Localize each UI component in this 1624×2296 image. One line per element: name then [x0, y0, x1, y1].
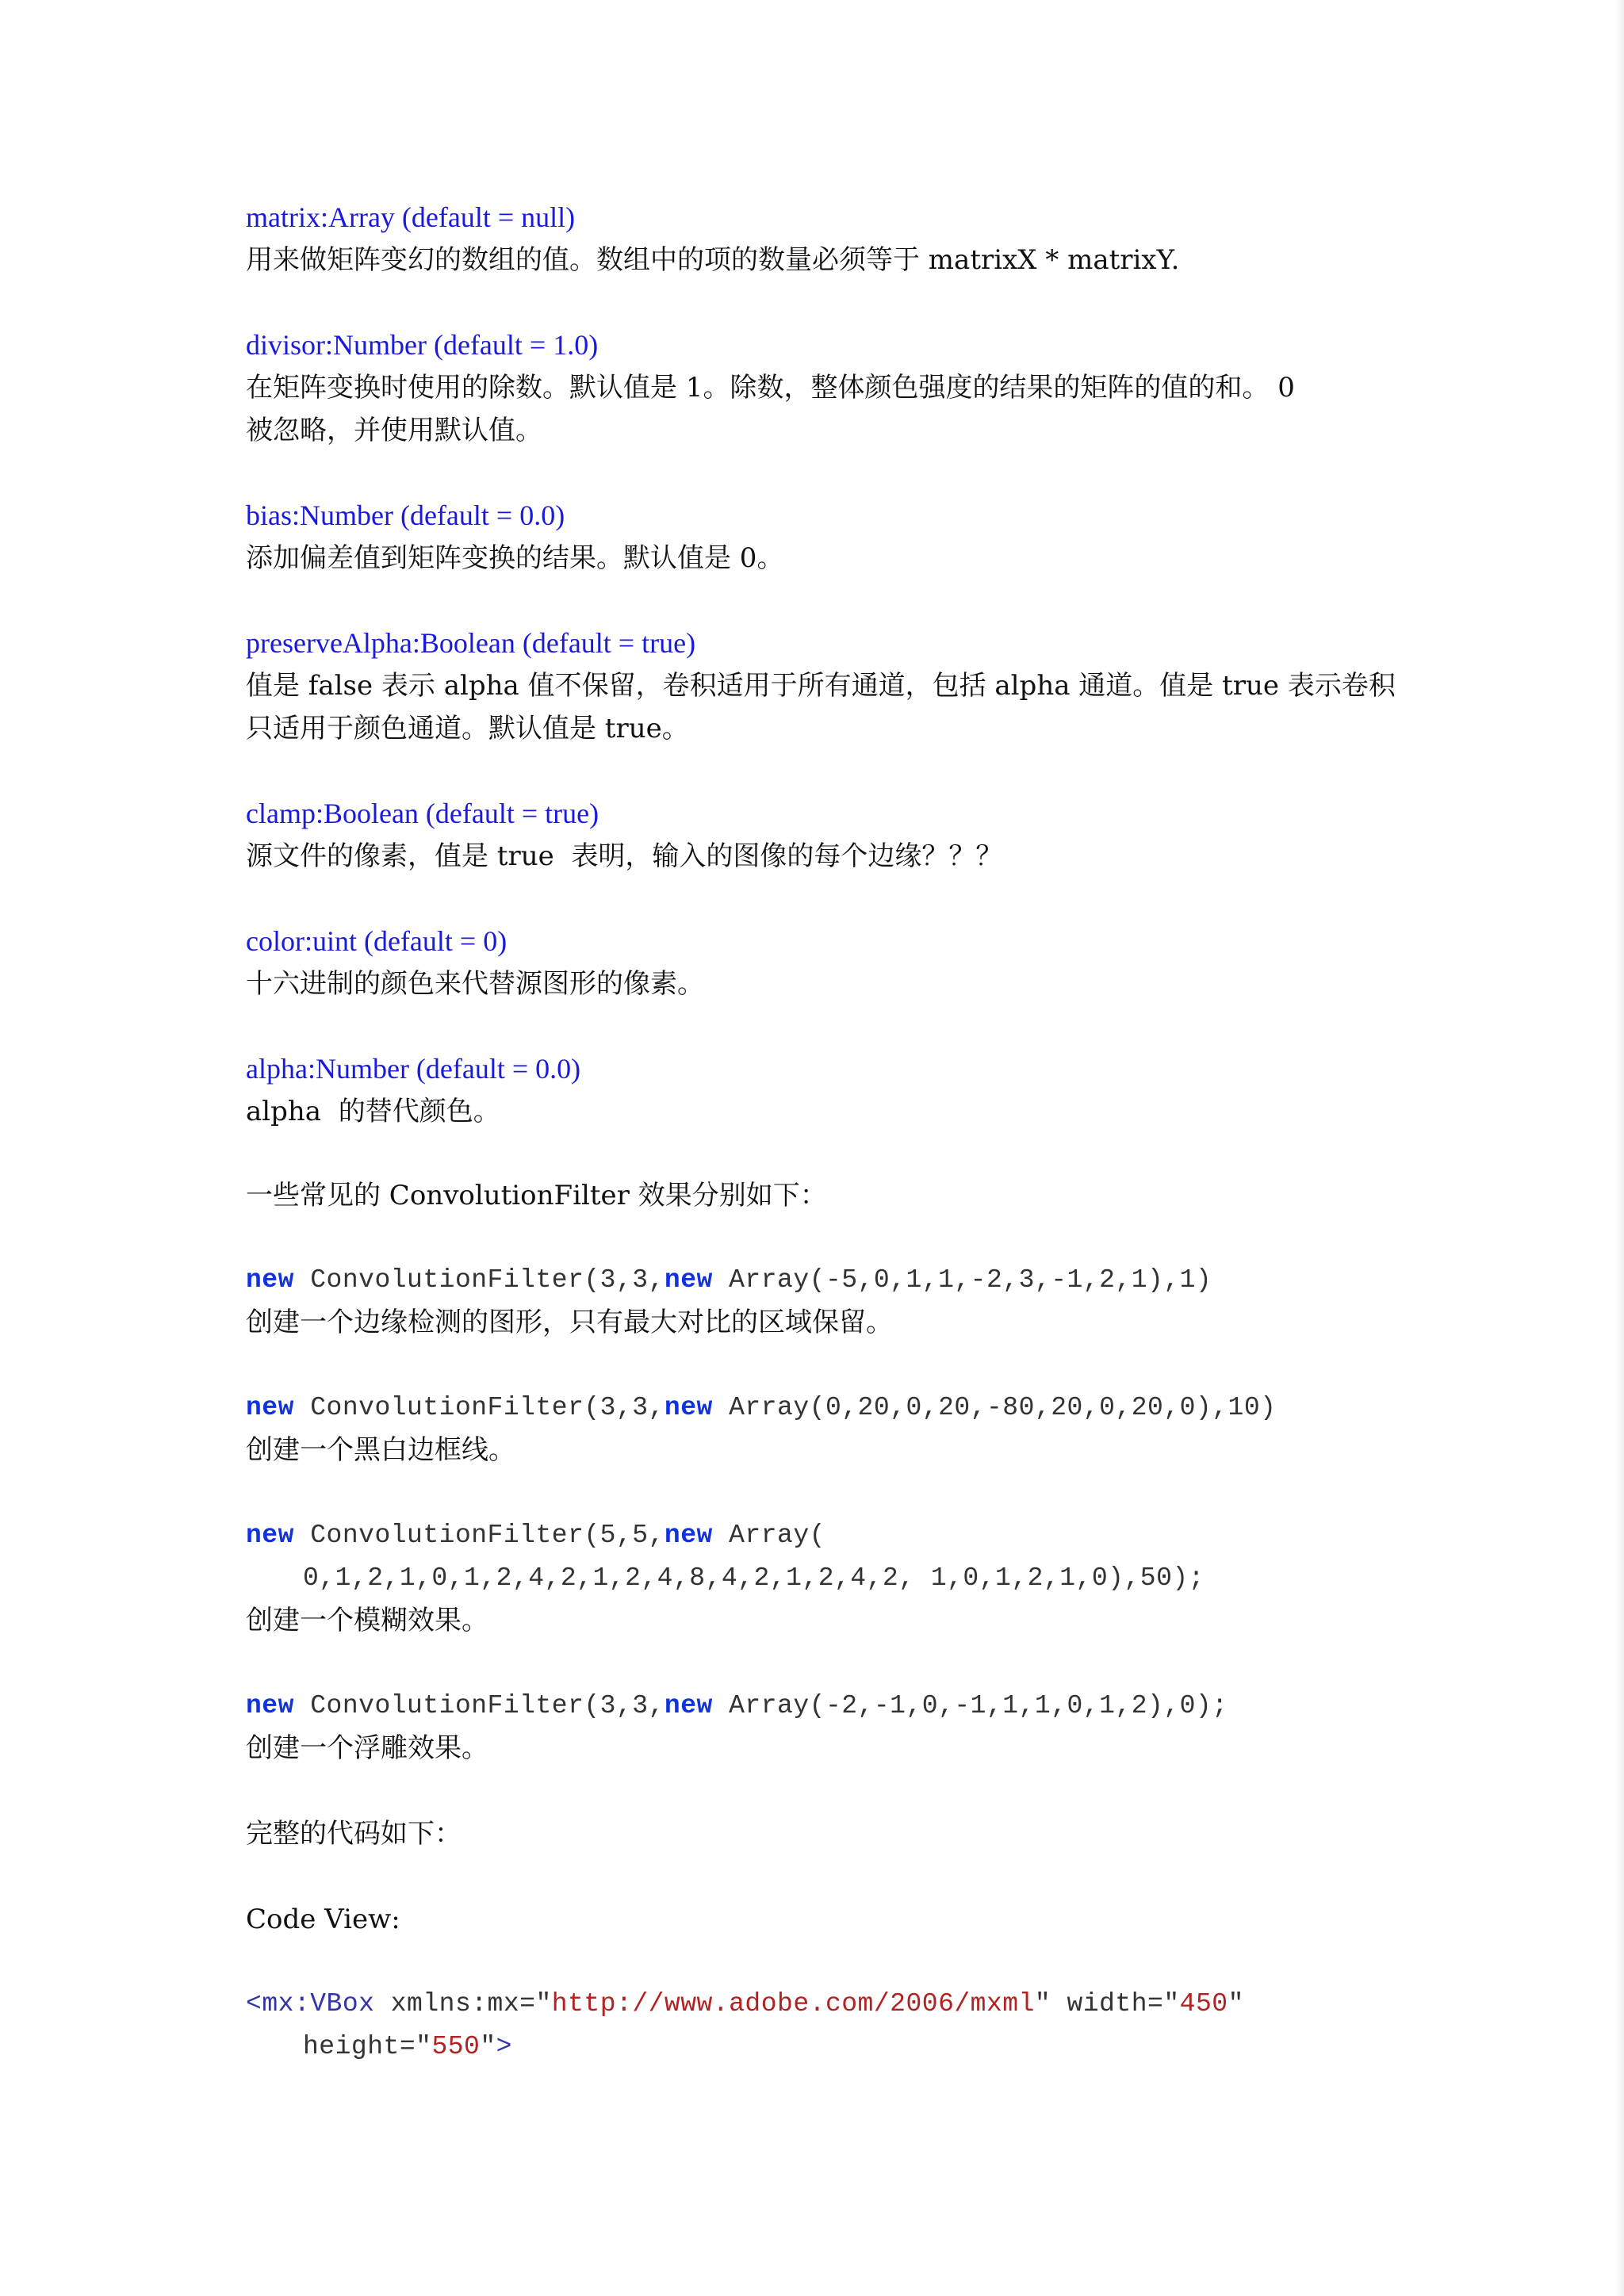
code-example-blur — [246, 1522, 825, 1548]
example-description-edge-detect: 创建一个边缘检测的图形，只有最大对比的区域保留。 — [246, 1307, 893, 1338]
param-signature-matrix: matrix:Array (default = null) — [246, 201, 576, 233]
code-keyword: new — [246, 1691, 294, 1720]
param-description-divisor-1: 在矩阵变换时使用的除数。默认值是 1。除数，整体颜色强度的结果的矩阵的值的和。 0 — [246, 372, 1295, 404]
code-fragment: Array( — [712, 1521, 825, 1550]
param-signature-preserve-alpha: preserveAlpha:Boolean (default = true) — [246, 627, 696, 659]
param-signature-clamp: clamp:Boolean (default = true) — [246, 798, 599, 829]
mxml-quote: " — [1034, 1989, 1051, 2019]
param-description-matrix: 用来做矩阵变幻的数组的值。数组中的项的数量必须等于 matrixX * matrixY. — [246, 244, 1180, 276]
code-example-blur-continuation: 0,1,2,1,0,1,2,4,2,1,2,4,8,4,2,1,2,4,2, 1,0,1,2,1,0),50); — [303, 1563, 1205, 1593]
param-description-preserve-alpha-1: 值是 false 表示 alpha 值不保留，卷积适用于所有通道，包括 alpha 通道。值是 true 表示卷积 — [246, 670, 1396, 702]
param-description-bias: 添加偏差值到矩阵变换的结果。默认值是 0。 — [246, 542, 784, 574]
code-keyword: new — [246, 1393, 294, 1422]
full-code-intro: 完整的代码如下： — [246, 1818, 462, 1850]
param-signature-divisor: divisor:Number (default = 1.0) — [246, 329, 599, 361]
mxml-attr-height: height= — [303, 2032, 416, 2061]
code-keyword: new — [246, 1521, 294, 1550]
param-description-preserve-alpha-2: 只适用于颜色通道。默认值是 true。 — [246, 713, 689, 744]
code-fragment: ConvolutionFilter(3,3, — [293, 1265, 665, 1295]
param-description-color: 十六进制的颜色来代替源图形的像素。 — [246, 968, 704, 1000]
param-description-alpha: alpha 的替代颜色。 — [246, 1096, 500, 1127]
param-description-divisor-2: 被忽略，并使用默认值。 — [246, 415, 542, 446]
code-keyword: new — [664, 1393, 713, 1422]
param-signature-color: color:uint (default = 0) — [246, 925, 508, 957]
mxml-quote: " — [1163, 1989, 1180, 2019]
mxml-code-line-1 — [246, 1991, 1244, 2017]
effects-intro: 一些常见的 ConvolutionFilter 效果分别如下： — [246, 1180, 827, 1211]
mxml-attr-width: width= — [1051, 1989, 1164, 2019]
param-description-clamp: 源文件的像素，值是 true 表明，输入的图像的每个边缘？？？ — [246, 840, 1003, 872]
mxml-close-bracket: > — [496, 2032, 512, 2061]
mxml-attr-xmlns: xmlns:mx= — [374, 1989, 536, 2019]
code-fragment: ConvolutionFilter(3,3, — [293, 1691, 665, 1720]
code-keyword: new — [664, 1691, 713, 1720]
mxml-tag-name: mx:VBox — [262, 1989, 375, 2019]
code-fragment: ConvolutionFilter(3,3, — [293, 1393, 665, 1422]
mxml-width-value: 450 — [1179, 1989, 1228, 2019]
mxml-quote: " — [1228, 1989, 1244, 2019]
example-description-blur: 创建一个模糊效果。 — [246, 1605, 488, 1636]
mxml-height-value: 550 — [431, 2032, 481, 2061]
param-signature-alpha: alpha:Number (default = 0.0) — [246, 1053, 581, 1085]
code-fragment: Array(-2,-1,0,-1,1,1,0,1,2),0); — [712, 1691, 1228, 1720]
param-signature-bias: bias:Number (default = 0.0) — [246, 499, 565, 531]
mxml-quote: " — [480, 2032, 496, 2061]
code-fragment: Array(-5,0,1,1,-2,3,-1,2,1),1) — [712, 1265, 1212, 1295]
example-description-outline: 创建一个黑白边框线。 — [246, 1434, 515, 1466]
code-example-edge-detect — [246, 1267, 1212, 1293]
code-example-emboss — [246, 1693, 1228, 1719]
code-view-label: Code View: — [246, 1904, 400, 1935]
code-keyword: new — [664, 1521, 713, 1550]
mxml-xmlns-value: http://www.adobe.com/2006/mxml — [551, 1989, 1035, 2019]
mxml-open-bracket: < — [246, 1989, 262, 2019]
mxml-code-line-2 — [246, 2034, 512, 2060]
code-fragment: Array(0,20,0,20,-80,20,0,20,0),10) — [712, 1393, 1277, 1422]
code-keyword: new — [664, 1265, 713, 1295]
example-description-emboss: 创建一个浮雕效果。 — [246, 1732, 488, 1764]
mxml-quote: " — [535, 1989, 552, 2019]
code-keyword: new — [246, 1265, 294, 1295]
code-example-outline — [246, 1395, 1276, 1421]
code-fragment: ConvolutionFilter(5,5, — [293, 1521, 665, 1550]
page-edge — [1616, 0, 1624, 2296]
mxml-quote: " — [416, 2032, 432, 2061]
